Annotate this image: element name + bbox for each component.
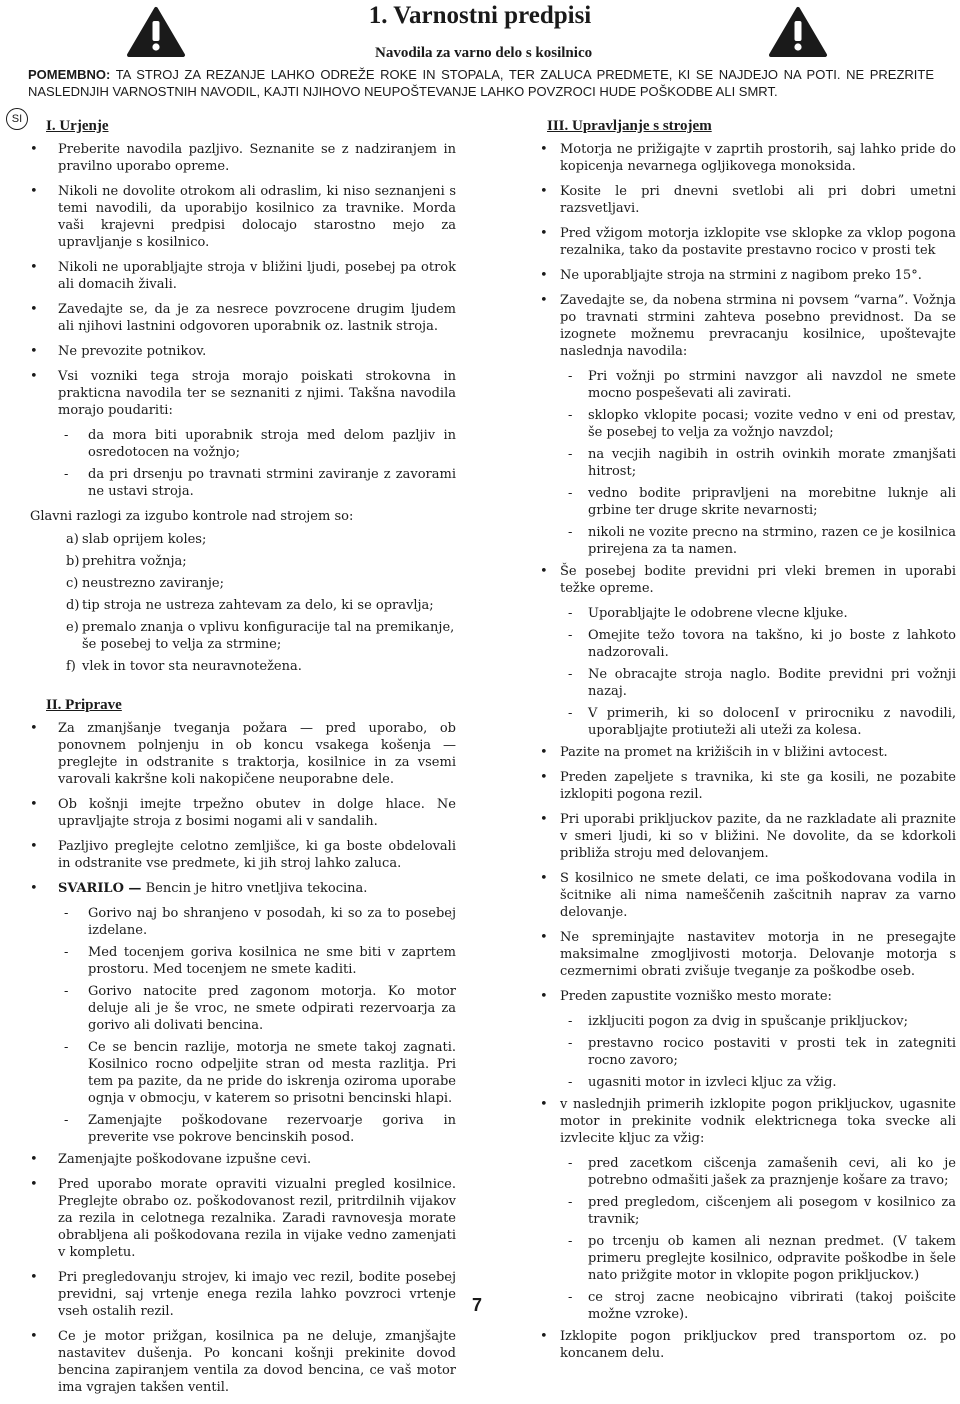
section-heading-training: I. Urjenje — [46, 118, 109, 134]
reason-item: a) slab oprijem koles; — [66, 532, 207, 547]
section-heading-preparation: II. Priprave — [46, 697, 122, 713]
sub-list-item: - po trcenju ob kamen ali neznan predmet. (V takem primeru preglejte kosilnico, odpravite poškodbe in šele nato prižgite motor in vklopite pogon priklјuckov.) — [540, 1233, 956, 1284]
sub-list-item: - sklopko vklopite pocasi; vozite vedno v eni od prestav, še posebej to velja za vožnjo navzdol; — [540, 407, 956, 441]
reason-item: c) neustrezno zaviranje; — [66, 576, 224, 591]
reasons-intro: Glavni razlogi za izgubo kontrole nad strojem so: — [30, 509, 354, 524]
sub-list-item: - Omejite težo tovora na takšno, ki jo boste z lahkoto nadzorovali. — [540, 627, 956, 661]
list-item: • Preden zapeljete s travnika, ki ste ga kosili, ne pozabite izklopiti pogona rezil. — [540, 769, 956, 803]
sub-list-item: - da pri drsenju po travnati strmini zaviranje z zavorami ne ustavi stroja. — [30, 466, 456, 500]
list-item: • Pred vžigom motorja izklopite vse sklopke za vklop pogona rezalnika, tako da postavite prestavno rocico v prosti tek — [540, 225, 956, 259]
sub-list-item: - pred pregledom, cišcenjem ali posegom v kosilnico za travnik; — [540, 1194, 956, 1228]
important-notice — [28, 66, 934, 100]
sub-list-item: - Ne obracajte stroja naglo. Bodite previdni pri vožnji nazaj. — [540, 666, 956, 700]
list-item: • Pazite na promet na križišcih in v bližini avtocest. — [540, 744, 956, 761]
list-item: • Zamenjajte poškodovane izpušne cevi. — [30, 1151, 456, 1168]
sub-list-item: - Pri vožnji po strmini navzgor ali navzdol ne smete mocno pospeševati ali zavirati. — [540, 368, 956, 402]
list-item: • Izklopite pogon priklјuckov pred transportom oz. po koncanem delu. — [540, 1328, 956, 1362]
list-item: • Pazljivo preglejte celotno zemljišce, ki ga boste obdelovali in odstranite vse predmete, ki jih stroj lahko zaluca. — [30, 838, 456, 872]
list-item: • Pri uporabi priklјuckov pazite, da ne razkladate ali praznite v smeri ljudi, ki so v bližini. Ne dovolite, da se kdorkoli približa stroju med delovanjem. — [540, 811, 956, 862]
sub-list-item: - da mora biti uporabnik stroja med delom pazljiv in osredotocen na vožnjo; — [30, 427, 456, 461]
sub-list-item: - vedno bodite pripravljeni na morebitne luknje ali grbine ter druge skrite nevarnosti; — [540, 485, 956, 519]
sub-list-item: - prestavno rocico postaviti v prosti tek in zategniti rocno zavoro; — [540, 1035, 956, 1069]
reason-item: b) prehitra vožnja; — [66, 554, 187, 569]
list-item: • Preden zapustite vozniško mesto morate: — [540, 988, 956, 1005]
list-item: • Pred uporabo morate opraviti vizualni pregled kosilnice. Preglejte obrabo oz. poškodovanost rezil, pritrdilnih vijakov za rezila in celotnega rezalnika. Zaradi ravnovesja morate obrabljena ali poškodovana rezila in vijake vedno zamenjati v kompletu. — [30, 1176, 456, 1261]
list-item: • Preberite navodila pazljivo. Seznanite se z nadziranjem in pravilno uporabo opreme. — [30, 141, 456, 175]
sub-list-item: - izklјuciti pogon za dvig in spušcanje priklјuckov; — [540, 1013, 956, 1030]
sub-list-item: - nikoli ne vozite precno na strmino, razen ce je kosilnica prirejena za ta namen. — [540, 524, 956, 558]
important-text: TA STROJ ZA REZANJE LAHKO ODREŽE ROKE IN STOPALA, TER ZALUCA PREDMETE, KI SE NAJDEJO NA POTI. NE PREZRITE NASLEDNJIH VARNOSTNIH NAVODIL, KAJTI NJIHOVO NEUPOŠTEVANJE LAHKO POVZROCI HUDE POŠKODBE ALI SMRT. — [28, 67, 934, 99]
sub-list-item: - na vecjih nagibih in ostrih ovinkih morate zmanjšati hitrost; — [540, 446, 956, 480]
page-number: 7 — [472, 1295, 483, 1315]
list-item: • Ne prevozite potnikov. — [30, 343, 456, 360]
page-subtitle: Navodila za varno delo s kosilnico — [375, 45, 593, 61]
sub-list-item: - Ce se bencin razlije, motorja ne smete takoj zagnati. Kosilnico rocno odpeljite stran od mesta razlitja. Pri tem pa pazite, da ne pride do iskrenja oziroma uporabe ognja v obmocju, v katerem so prisotni bencinski hlapi. — [30, 1039, 456, 1107]
reason-item: d) tip stroja ne ustreza zahtevam za delo, ki se opravlja; — [66, 598, 434, 613]
list-item: • Ne uporabljajte stroja na strmini z nagibom preko 15°. — [540, 267, 956, 284]
list-item: • Ne spreminjajte nastavitev motorja in ne presegajte maksimalne zmogljivosti motorja. Delovanje motorja s cezmernimi obrati zvišuje tveganje za poškodbe oseb. — [540, 929, 956, 980]
list-item: • v naslednjih primerih izklopite pogon priklјuckov, ugasnite motor in prekinite vodnik elektricnega toka svecke ali izvlecite kljuc za vžig: — [540, 1096, 956, 1147]
section-heading-operation: III. Upravljanje s strojem — [547, 118, 712, 134]
sub-list-item: - V primerih, ki so dolocenI v prirocniku z navodili, uporabljajte protiuteži ali uteži za kolesa. — [540, 705, 956, 739]
list-item: • Ob košnji imejte trpežno obutev in dolge hlace. Ne upravljajte stroja z bosimi nogami ali v sandalih. — [30, 796, 456, 830]
sub-list-item: - Gorivo natocite pred zagonom motorja. Ko motor deluje ali je še vroc, ne smete odpirati rezervoarja za gorivo ali dolivati bencina. — [30, 983, 456, 1034]
page-title: 1. Varnostni predpisi — [368, 2, 592, 29]
list-item: • Nikoli ne uporabljajte stroja v bližini ljudi, posebej pa otrok ali domacih živali. — [30, 259, 456, 293]
sub-list-item: - pred zacetkom cišcenja zamašenih cevi, ali ko je potrebno odmašiti jašek za praznjenje košare za travo; — [540, 1155, 956, 1189]
list-item: • Še posebej bodite previdni pri vleki bremen in uporabi težke opreme. — [540, 563, 956, 597]
sub-list-item: - ugasniti motor in izvleci kljuc za vžig. — [540, 1074, 956, 1091]
fuel-warning: • SVARILO — Bencin je hitro vnetljiva tekocina. — [30, 880, 456, 897]
list-item: • S kosilnico ne smete delati, ce ima poškodovana vodila in šcitnike ali nima nameščenih zašcitnih naprav za varno delovanje. — [540, 870, 956, 921]
list-item: • Za zmanjšanje tveganja požara — pred uporabo, ob ponovnem polnjenju in ob koncu vsakega košenja — preglejte in odstranite s traktorja, kosilnice in za vsemi varovali kakršne koli nakopičene neuporabne dele. — [30, 720, 456, 788]
left-column — [30, 118, 456, 1404]
list-item: • Ce je motor prižgan, kosilnica pa ne deluje, zmanjšajte nastavitev dušenja. Po koncani košnji prekinite dovod bencina zapiranjem ventila za dovod bencina, ce vaš motor ima vgrajen takšen ventil. — [30, 1328, 456, 1396]
list-item: • Kosite le pri dnevni svetlobi ali pri dobri umetni razsvetljavi. — [540, 183, 956, 217]
language-badge: SI — [6, 108, 28, 130]
sub-list-item: - Uporabljajte le odobrene vlecne kljuke. — [540, 605, 956, 622]
list-item: • Nikoli ne dovolite otrokom ali odraslim, ki niso seznanjeni s temi navodili, da uporabijo kosilnico za travnike. Morda vaši krajevni predpisi dolocajo starostno mejo za upravljanje s kosilnico. — [30, 183, 456, 251]
important-label: POMEMBNO: — [28, 67, 111, 82]
sub-list-item: - ce stroj zacne neobicajno vibrirati (takoj poišcite možne vzroke). — [540, 1289, 956, 1323]
sub-list-item: - Med tocenjem goriva kosilnica ne sme biti v zaprtem prostoru. Med tocenjem ne smete kaditi. — [30, 944, 456, 978]
list-item: • Zavedajte se, da je za nesrece povzrocene drugim ljudem ali njihovi lastnini odgovoren uporabnik oz. lastnik stroja. — [30, 301, 456, 335]
right-column — [540, 118, 956, 1370]
sub-list-item: - Gorivo naj bo shranjeno v posodah, ki so za to posebej izdelane. — [30, 905, 456, 939]
list-item: • Pri pregledovanju strojev, ki imajo vec rezil, bodite posebej previdni, saj vrtenje enega rezila lahko povzroci vrtenje vseh ostalih rezil. — [30, 1269, 456, 1320]
reason-item: f) vlek in tovor sta neuravnotežena. — [66, 659, 302, 674]
sub-list-item: - Zamenjajte poškodovane rezervoarje goriva in preverite vse pokrove bencinskih posod. — [30, 1112, 456, 1146]
reason-item: e) premalo znanja o vplivu konfiguracije tal na premikanje, še posebej to velja za strmine; — [66, 620, 455, 652]
list-item: • Zavedajte se, da nobena strmina ni povsem “varna”. Vožnja po travnati strmini zahteva posebno previdnost. Da se izognete možnemu prevracanju kosilnice, upoštevajte naslednja navodila: — [540, 292, 956, 360]
list-item: • Vsi vozniki tega stroja morajo poiskati strokovna in prakticna navodila ter se seznaniti z njimi. Takšna navodila morajo poudariti: — [30, 368, 456, 419]
list-item: • Motorja ne prižigajte v zaprtih prostorih, saj lahko pride do kopicenja nevarnega ogljikovega monoksida. — [540, 141, 956, 175]
